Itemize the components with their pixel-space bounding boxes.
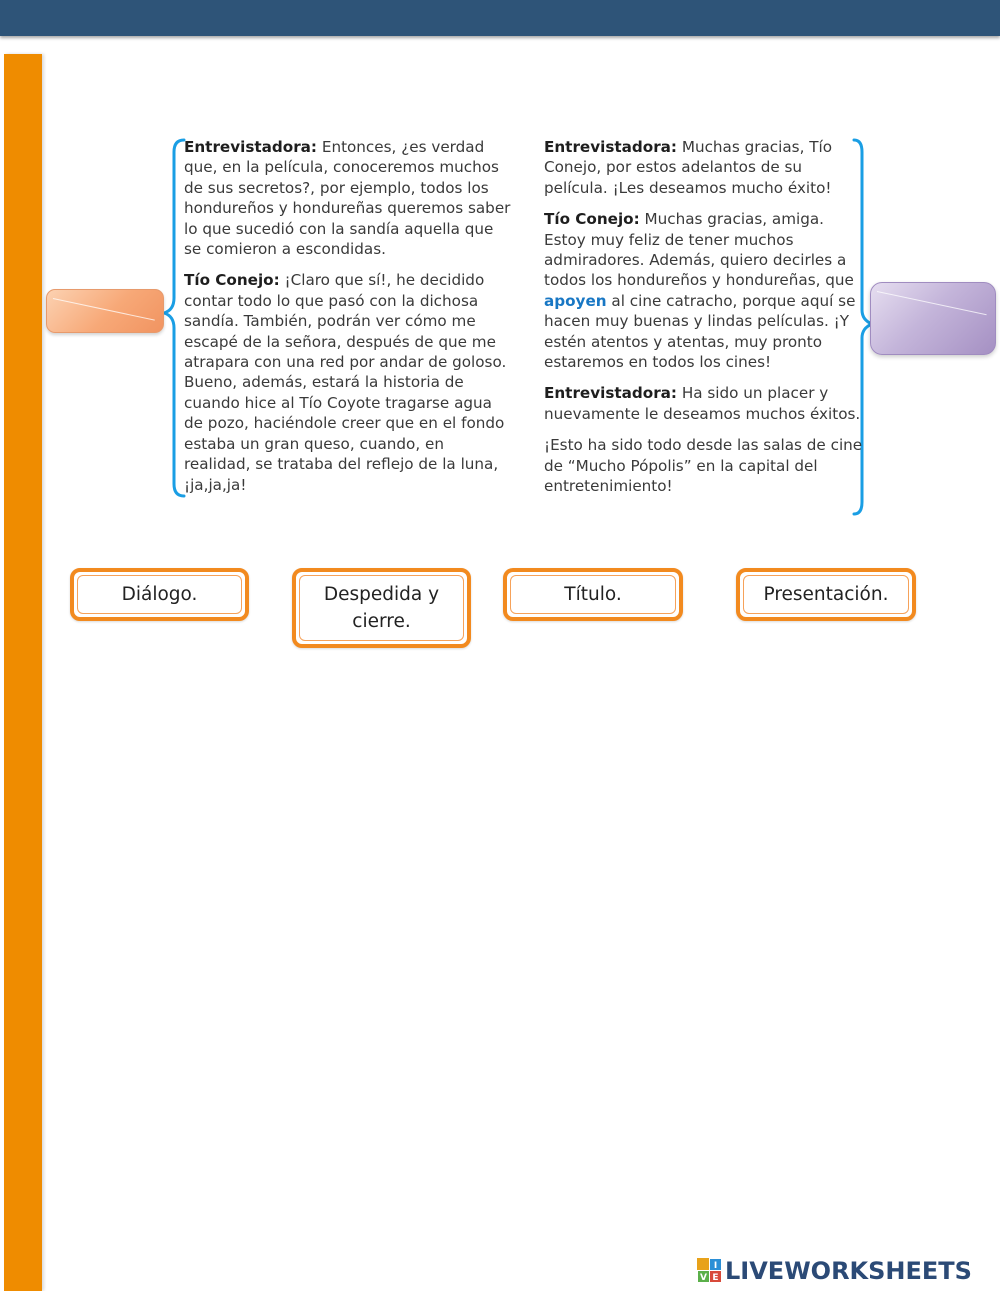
top-header-bar bbox=[0, 0, 1000, 36]
interview-right-column bbox=[544, 137, 870, 508]
highlight-word: apoyen bbox=[544, 291, 607, 310]
label-text: Presentación. bbox=[743, 575, 909, 614]
drop-zone-left[interactable] bbox=[46, 289, 164, 333]
liveworksheets-logo bbox=[697, 1256, 995, 1286]
label-text: Título. bbox=[510, 575, 676, 614]
paragraph-text: Muchas gracias, Tío Conejo, por estos adelantos de su película. ¡Les deseamos mucho éxito! bbox=[544, 138, 833, 197]
interview-left-column bbox=[184, 137, 514, 506]
paragraph-text: ¡Esto ha sido todo desde las salas de cine de “Mucho Pópolis” en la capital del entretenimiento! bbox=[544, 436, 863, 496]
speaker-label: Tío Conejo: bbox=[544, 210, 640, 229]
draggable-label-despedida[interactable] bbox=[292, 568, 471, 648]
drop-zone-right[interactable] bbox=[870, 282, 996, 355]
logo-letter: V bbox=[700, 1273, 707, 1283]
right-paragraph-4 bbox=[544, 435, 870, 496]
paragraph-text: Entonces, ¿es verdad que, en la película, conoceremos muchos de sus secretos?, por ejemplo, todos los hondureños y hondureñas queremos saber lo que sucedió con la sandía aquella que se comieron a escondidas. bbox=[184, 138, 511, 259]
label-text: Despedida y cierre. bbox=[299, 575, 464, 641]
left-paragraph-2 bbox=[184, 270, 514, 494]
draggable-label-titulo[interactable] bbox=[503, 568, 683, 621]
draggable-label-dialogo[interactable] bbox=[70, 568, 249, 621]
left-brace bbox=[162, 138, 186, 498]
left-orange-sidebar bbox=[4, 54, 42, 1291]
speaker-label: Entrevistadora: bbox=[544, 138, 678, 156]
paragraph-text: Ha sido un placer y nuevamente le deseamos muchos éxitos. bbox=[544, 384, 861, 423]
left-paragraph-1 bbox=[184, 137, 514, 259]
speaker-label: Entrevistadora: bbox=[544, 384, 678, 403]
shine-decoration bbox=[877, 291, 987, 315]
shine-decoration bbox=[53, 298, 155, 321]
paragraph-text: ¡Claro que sí!, he decidido contar todo lo que pasó con la dichosa sandía. También, podrán ver cómo me escapé de la señora, después de que me atrapara con una red por andar de goloso. Bueno, además, estará la historia de cuando hice al Tío Coyote tragarse agua de pozo, haciéndole creer que en el fondo estaba un gran queso, cuando, en realidad, se trataba del reflejo de la luna, ¡ja,ja,ja! bbox=[184, 271, 507, 494]
label-text: Diálogo. bbox=[77, 575, 242, 614]
right-paragraph-3 bbox=[544, 383, 870, 424]
draggable-label-presentacion[interactable] bbox=[736, 568, 916, 621]
paragraph-text: Muchas gracias, amiga. Estoy muy feliz de tener muchos admiradores. Además, quiero decirles a todos los hondureños y hondureñas, que bbox=[544, 210, 854, 290]
logo-letter: I bbox=[713, 1261, 718, 1271]
speaker-label: Entrevistadora: bbox=[184, 138, 318, 156]
speaker-label: Tío Conejo: bbox=[184, 271, 280, 290]
logo-wordmark: LIVEWORKSHEETS bbox=[725, 1257, 972, 1285]
paragraph-text: al cine catracho, porque aquí se hacen muy buenas y lindas películas. ¡Y estén atentos y atentas, muy pronto estaremos en todos los cines! bbox=[544, 291, 856, 372]
logo-letter: E bbox=[712, 1273, 719, 1283]
right-paragraph-1 bbox=[544, 137, 870, 198]
right-paragraph-2 bbox=[544, 209, 870, 372]
